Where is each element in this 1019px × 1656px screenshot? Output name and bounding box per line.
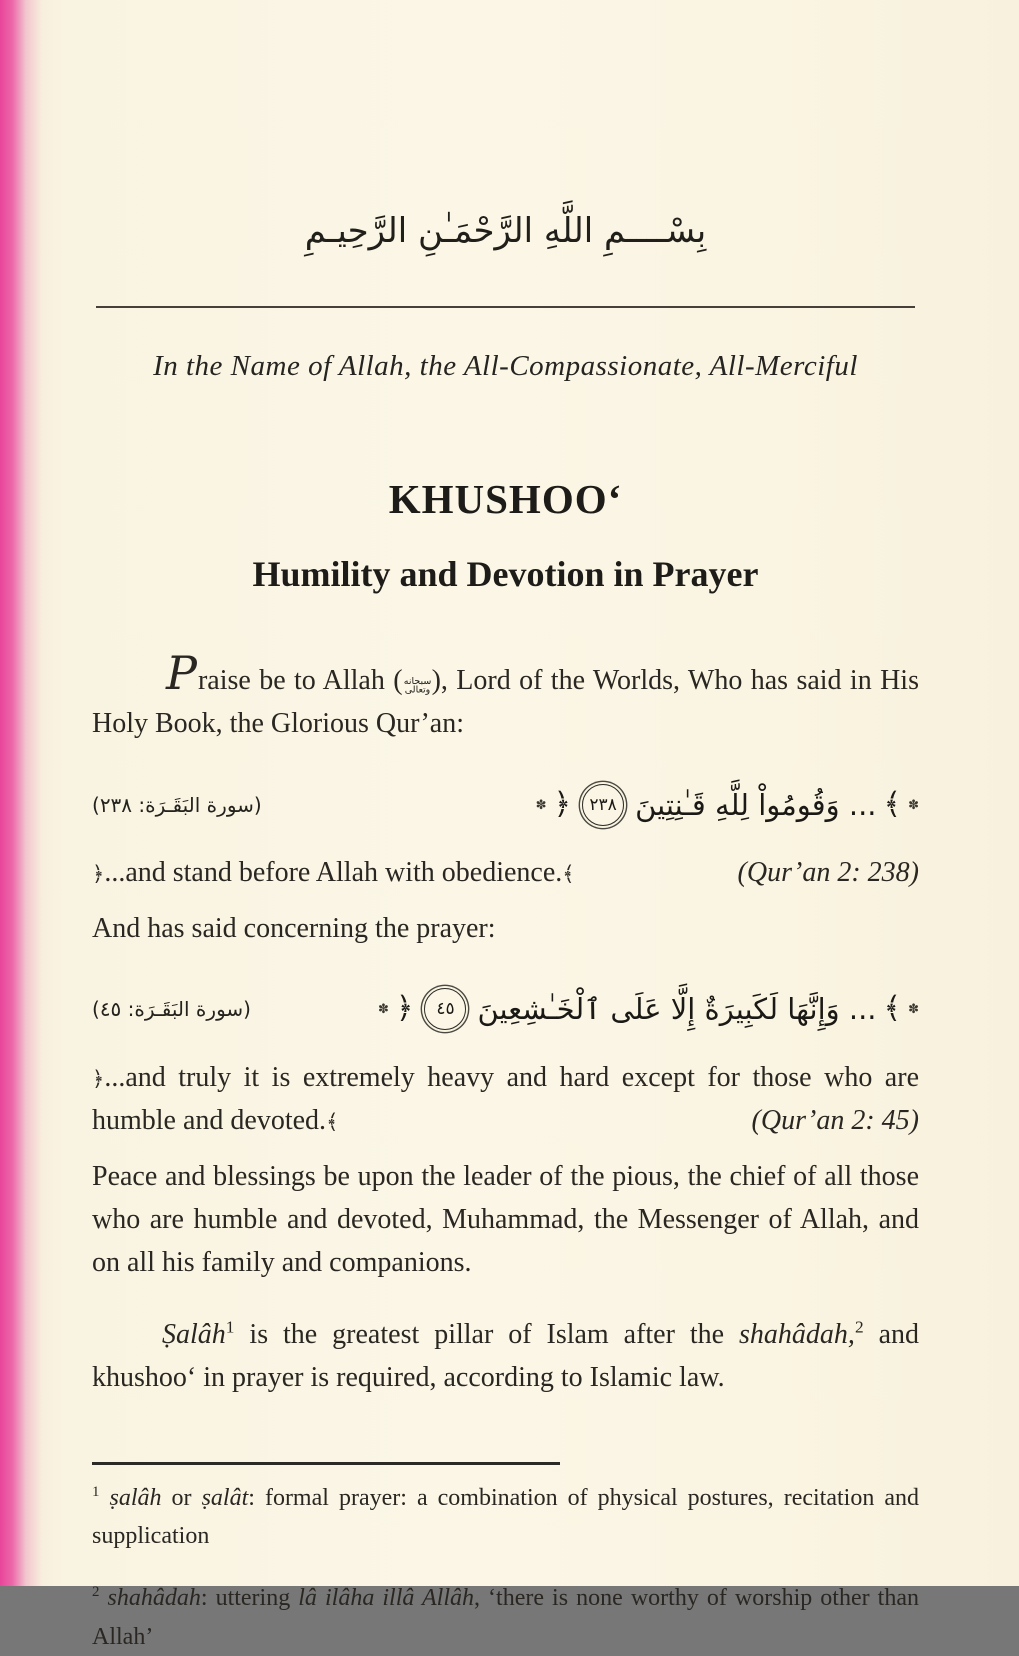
salah-paragraph: Ṣalâh$^1$ is the greatest pillar of Islam after the shahâdah,$^2$ and khushoo‘ in prayer is required, according to Islamic law. [92,1317,919,1394]
verse-translation: ﴿...and truly it is extremely heavy and hard except for those who are humble and devoted.﴾ [92,1061,919,1137]
intro-text-before: raise be to Allah ( [197,665,403,696]
quran-verse-arabic [536,784,919,826]
term-shahadah: shahâdah, [739,1318,855,1350]
quran-verse-arabic [378,988,919,1030]
verse-translation-block-2-45 [92,1056,919,1143]
footnotes-section [92,1462,919,1656]
verse-rosette-icon: ✽ [908,1001,919,1017]
verse-reference-arabic: (سورة البَقَـرَة: ٤٥) [92,996,251,1021]
chapter-title: KHUSHOO‘ [388,476,623,522]
footnote-marker-1: 1 [225,1317,235,1337]
verse-reference-arabic: (سورة البَقَـرَة: ٢٣٨) [92,792,262,817]
intro-paragraph [92,646,919,746]
footnote-divider-rule [92,1462,560,1465]
ornate-bracket-icon: ﴿ [395,990,414,1026]
quote-open-icon: ﴿ [92,1066,105,1091]
verse-rosette-icon: ✽ [908,797,919,813]
quote-close-icon: ﴾ [326,1110,339,1135]
footnote-2: $^2$ shahâdah: uttering lâ ilâha illâ Allâh, ‘there is none worthy of worship other than Allah’ [92,1584,919,1650]
ayah-number-medallion: ٢٣٨ [582,784,624,826]
quote-close-icon: ﴾ [562,861,575,886]
bismillah-calligraphy: بِسْــــمِ اللَّهِ الرَّحْمَـٰنِ الرَّحِيـمِ [304,211,707,251]
verse-translation: ﴿...and stand before Allah with obedience.﴾ [92,856,575,888]
peace-blessings-paragraph: Peace and blessings be upon the leader of the pious, the chief of all those who are humble and devoted, Muhammad, the Messenger of Allah, and on all his family and companions. [92,1160,919,1279]
connecting-sentence: And has said concerning the prayer: [92,912,496,944]
footnote-1: $^1$ ṣalâh or ṣalât: formal prayer: a combination of physical postures, recitation and supplication [92,1483,920,1549]
verse-rosette-icon: ✽ [377,1001,389,1017]
chapter-subtitle: Humility and Devotion in Prayer [252,554,759,594]
footnote-number: 2 [92,1584,100,1601]
verse-translation-row-2-238 [92,852,919,894]
quote-open-icon: ﴿ [92,861,105,886]
ornate-bracket-icon: ﴾ [883,786,902,822]
verse-reference-english: (Qur’an 2: 238) [737,856,919,888]
honorific-subhanahu-mark: سبحانه وتعالى [403,676,431,696]
footnote-marker-2: 2 [854,1317,864,1337]
ornate-bracket-icon: ﴾ [883,990,902,1026]
header-divider-rule [96,306,915,308]
term-salah: Ṣalâh [162,1318,226,1350]
bismillah-translation: In the Name of Allah, the All-Compassionate, All-Merciful [153,350,858,382]
footnote-number: 1 [92,1483,100,1500]
verse-row-2-45 [92,978,919,1040]
ayah-number-medallion: ٤٥ [424,988,466,1030]
verse-arabic-text: ... وَإِنَّهَا لَكَبِيرَةٌ إِلَّا عَلَى ٱلْخَـٰشِعِينَ [477,991,877,1026]
verse-arabic-text: ... وَقُومُواْ لِلَّهِ قَـٰنِتِينَ [635,787,877,822]
verse-rosette-icon: ✽ [535,797,547,813]
ornate-bracket-icon: ﴿ [553,786,572,822]
intro-text-after: ), Lord of the Worlds, Who has said in His Holy Book, the Glorious Qur’an: [92,665,919,740]
verse-row-2-238 [92,774,919,836]
verse-reference-english: (Qur’an 2: 45) [751,1105,919,1137]
drop-cap-p: P [166,646,198,700]
